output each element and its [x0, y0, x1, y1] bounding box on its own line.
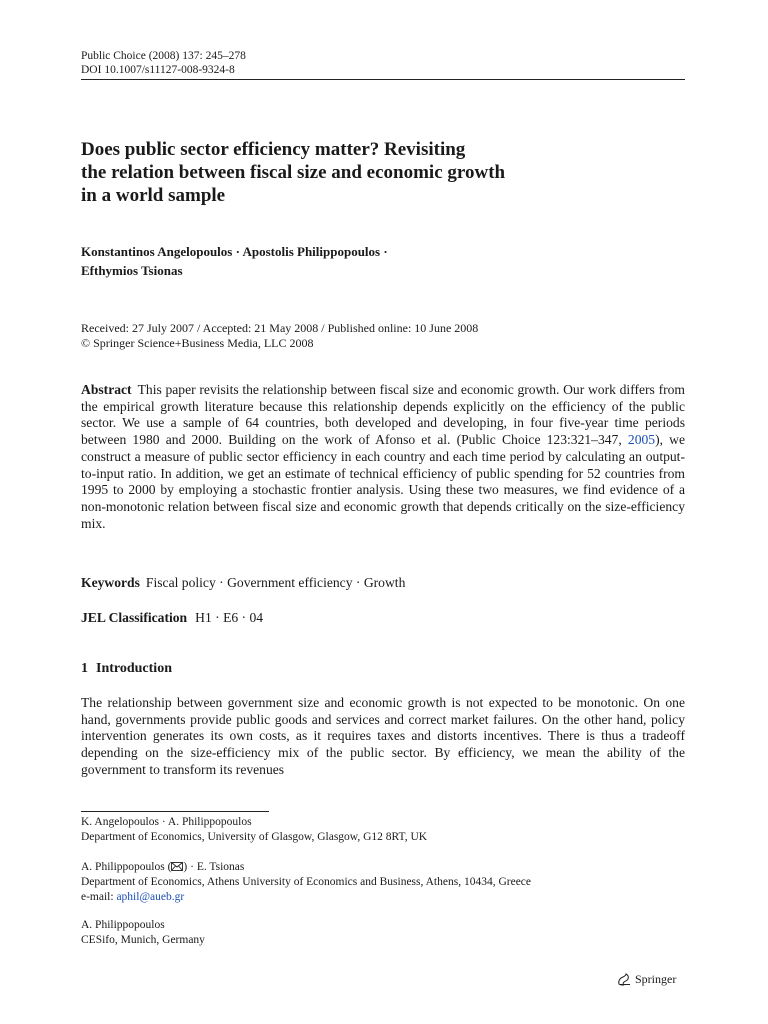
footnote-affiliation-3: [81, 918, 685, 948]
email-label: e-mail:: [81, 891, 117, 903]
received-accepted-published: Received: 27 July 2007 / Accepted: 21 May 2008 / Published online: 10 June 2008: [81, 321, 479, 335]
journal-citation: Public Choice (2008) 137: 245–278: [81, 50, 246, 62]
footnote-affiliation-1: [81, 815, 685, 845]
paper-title: [81, 138, 681, 207]
section-title: Introduction: [96, 661, 172, 676]
doi: DOI 10.1007/s11127-008-9324-8: [81, 64, 235, 76]
email-link[interactable]: aphil@aueb.gr: [116, 891, 185, 903]
abstract-text-cont: ), we construct a measure of public sector efficiency in each country and each time period by calculating an output-to-input ratio. In addition, we get an estimate of technical efficiency of public spending for 52 countries from 1995 to 2000 by employing a stochastic frontier analysis. Using these two measures, we find evidence of a non-monotonic relation between fiscal size and economic growth that depends critically on the size-efficiency mix.: [81, 432, 685, 531]
section-heading: [81, 660, 172, 678]
abstract: [81, 382, 685, 532]
footnote-affiliation: Department of Economics, Athens University of Economics and Business, Athens, 10434, Greece: [81, 876, 532, 888]
jel-codes: H1 · E6 · 04: [195, 610, 264, 625]
footnote-email: [81, 890, 685, 905]
authors-line: Konstantinos Angelopoulos · Apostolis Philippopoulos ·: [81, 244, 388, 259]
introduction-paragraph: The relationship between government size and economic growth is not expected to be monotonic. On one hand, governments provide public goods and services and correct market failures. On the other hand, policy intervention generates its own costs, as it requires taxes and distorts incentives. There is thus a tradeoff depending on the size-efficiency mix of the public sector. By efficiency, we mean the ability of the government to transform its revenues: [81, 695, 685, 777]
keywords-label: Keywords: [81, 575, 140, 590]
publication-dates: [81, 321, 685, 351]
jel-classification: [81, 609, 685, 626]
footnote-affiliation: CESifo, Munich, Germany: [81, 934, 205, 946]
footnote-name-part: ) · E. Tsionas: [183, 861, 245, 873]
authors-line: Efthymios Tsionas: [81, 263, 183, 278]
title-line: Does public sector efficiency matter? Revisiting: [81, 139, 466, 160]
springer-logo-icon: [617, 973, 632, 986]
footnote-names: [81, 860, 685, 875]
section-number: 1: [81, 661, 88, 676]
title-line: in a world sample: [81, 185, 226, 206]
footnote-names: K. Angelopoulos · A. Philippopoulos: [81, 816, 252, 828]
copyright: © Springer Science+Business Media, LLC 2008: [81, 336, 314, 350]
authors: [81, 242, 681, 280]
publisher-name: Springer: [635, 972, 677, 986]
abstract-label: Abstract: [81, 382, 132, 397]
footnote-affiliation: Department of Economics, University of Glasgow, Glasgow, G12 8RT, UK: [81, 831, 428, 843]
abstract-text: This paper revisits the relationship between fiscal size and economic growth. Our work differs from the empirical growth literature because this relationship depends explicitly on the efficiency of the public sector. We use a sample of 64 countries, both developed and developing, in four five-year time periods between 1980 and 2000. Building on the work of Afonso et al. (Public Choice 123:321–347,: [81, 382, 685, 448]
keywords-text: Fiscal policy · Government efficiency · Growth: [145, 575, 406, 590]
footnote-rule: [81, 811, 269, 812]
footnote-affiliation-2: [81, 860, 685, 905]
springer-logo: [617, 972, 676, 987]
header-rule: [81, 79, 685, 80]
jel-label: JEL Classification: [81, 610, 188, 625]
title-line: the relation between fiscal size and economic growth: [81, 162, 506, 183]
citation-link-2005[interactable]: 2005: [627, 432, 656, 448]
footnote-names: A. Philippopoulos: [81, 919, 165, 931]
keywords: [81, 574, 685, 591]
footnote-name-part: A. Philippopoulos (: [81, 861, 172, 873]
envelope-icon: [171, 862, 183, 871]
